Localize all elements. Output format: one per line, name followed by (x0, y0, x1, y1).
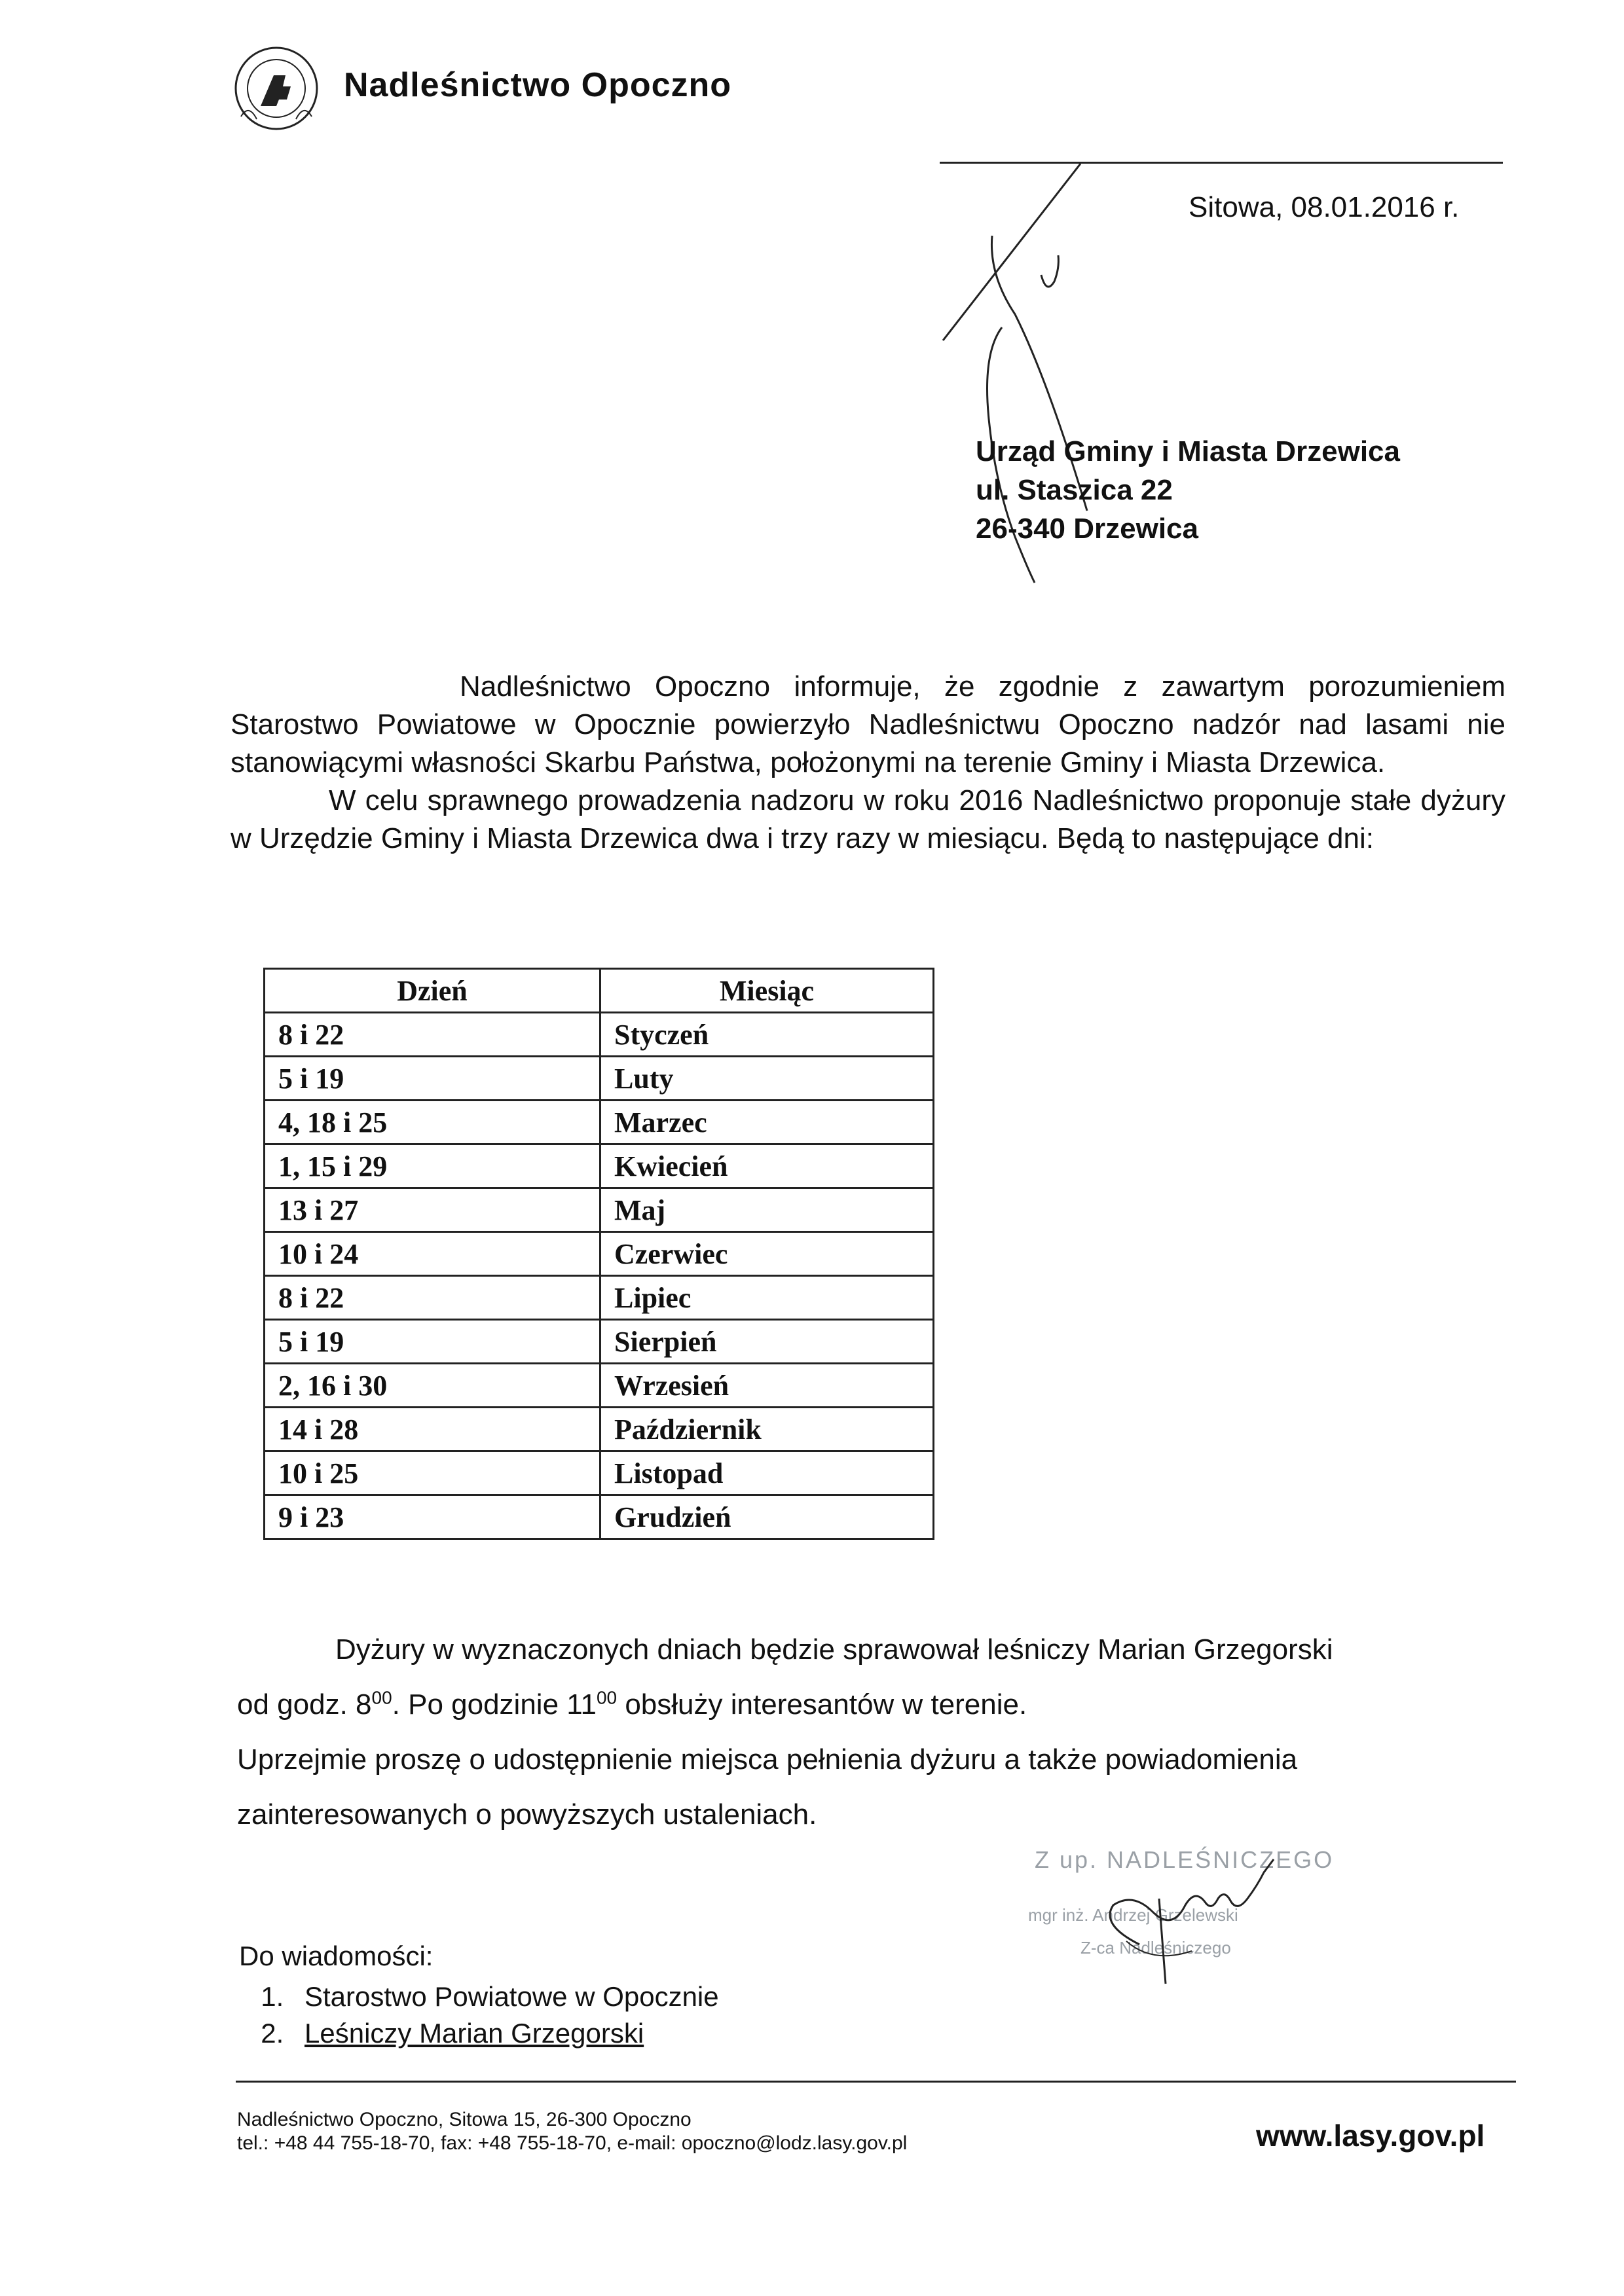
table-row (265, 1495, 934, 1539)
table-row (265, 1408, 934, 1451)
stamp-line-1: Z up. NADLEŚNICZEGO (1035, 1846, 1335, 1873)
body-paragraph-1: Nadleśnictwo Opoczno informuje, że zgodnie z zawartym porozumieniem Starostwo Powiatowe w Opocznie powierzyło Nadleśnictwu Opoczno nadzór nad lasami nie stanowiącymi własności Skarbu Państwa, położonymi na terenie Gminy i Miasta Drzewica. (231, 670, 1505, 778)
recipient-line-2: ul. Staszica 22 (976, 474, 1173, 506)
table-row (265, 1188, 934, 1232)
day-cell: 13 i 27 (265, 1188, 600, 1232)
month-cell: Maj (600, 1188, 934, 1232)
lasy-panstwowe-logo (223, 39, 331, 137)
footer-divider (236, 2081, 1516, 2083)
day-cell: 8 i 22 (265, 1013, 600, 1057)
month-cell: Wrzesień (600, 1364, 934, 1408)
closing-paragraph-3: Uprzejmie proszę o udostępnienie miejsca pełnienia dyżuru a także powiadomienia zainteresowanych o powyższych ustaleniach. (237, 1743, 1298, 1831)
column-header-month: Miesiąc (600, 969, 934, 1013)
cc-title: Do wiadomości: (239, 1941, 434, 1971)
footer-website: www.lasy.gov.pl (1256, 2119, 1485, 2153)
table-row (265, 1451, 934, 1495)
duty-schedule-table (263, 968, 934, 1540)
cc-block (239, 1938, 719, 2052)
day-cell: 5 i 19 (265, 1320, 600, 1364)
body-paragraph-1-block (231, 668, 1505, 858)
stamp-line-3: Z-ca Nadleśniczego (1080, 1938, 1231, 1958)
organization-name: Nadleśnictwo Opoczno (344, 66, 732, 104)
recipient-line-3: 26-340 Drzewica (976, 513, 1198, 545)
month-cell: Sierpień (600, 1320, 934, 1364)
month-cell: Grudzień (600, 1495, 934, 1539)
table-row (265, 1013, 934, 1057)
table-header-row (265, 969, 934, 1013)
official-stamp (1022, 1833, 1388, 2043)
day-cell: 8 i 22 (265, 1276, 600, 1320)
table-row (265, 1101, 934, 1144)
day-cell: 10 i 25 (265, 1451, 600, 1495)
letter-date: Sitowa, 08.01.2016 r. (1189, 191, 1460, 223)
closing-paragraph-2: od godz. $8^{00}$. Po godzinie $11^{00}$ obsłuży interesantów w terenie. (237, 1687, 1027, 1721)
month-cell: Lipiec (600, 1276, 934, 1320)
stamp-line-2: mgr inż. Andrzej Grzelewski (1028, 1905, 1238, 1925)
month-cell: Styczeń (600, 1013, 934, 1057)
day-cell: 4, 18 i 25 (265, 1101, 600, 1144)
table-row (265, 1364, 934, 1408)
recipient-line-1: Urząd Gminy i Miasta Drzewica (976, 435, 1400, 467)
month-cell: Kwiecień (600, 1144, 934, 1188)
cc-list (239, 1978, 719, 2052)
footer-address: Nadleśnictwo Opoczno, Sitowa 15, 26-300 Opoczno (237, 2109, 692, 2130)
day-cell: 2, 16 i 30 (265, 1364, 600, 1408)
day-cell: 10 i 24 (265, 1232, 600, 1276)
day-cell: 14 i 28 (265, 1408, 600, 1451)
signature-icon (1022, 1833, 1388, 2043)
day-cell: 9 i 23 (265, 1495, 600, 1539)
table-row (265, 1057, 934, 1101)
day-cell: 1, 15 i 29 (265, 1144, 600, 1188)
column-header-day: Dzień (265, 969, 600, 1013)
month-cell: Luty (600, 1057, 934, 1101)
table-row (265, 1144, 934, 1188)
month-cell: Czerwiec (600, 1232, 934, 1276)
closing-text (237, 1622, 1514, 1842)
body-paragraph-2: W celu sprawnego prowadzenia nadzoru w roku 2016 Nadleśnictwo proponuje stałe dyżury w Urzędzie Gminy i Miasta Drzewica dwa i trzy razy w miesiącu. Będą to następujące dni: (231, 784, 1505, 854)
cc-item: 1. Starostwo Powiatowe w Opocznie (291, 1978, 719, 2015)
closing-paragraph-1: Dyżury w wyznaczonych dniach będzie sprawował leśniczy Marian Grzegorski (335, 1633, 1333, 1666)
month-cell: Marzec (600, 1101, 934, 1144)
cc-item: 2. Leśniczy Marian Grzegorski (291, 2015, 719, 2052)
table-row (265, 1320, 934, 1364)
day-cell: 5 i 19 (265, 1057, 600, 1101)
footer-phone-email: tel.: +48 44 755-18-70, fax: +48 755-18-70, e-mail: opoczno@lodz.lasy.gov.pl (237, 2132, 908, 2154)
table-row (265, 1276, 934, 1320)
footer-contact (237, 2108, 907, 2155)
table-row (265, 1232, 934, 1276)
month-cell: Październik (600, 1408, 934, 1451)
month-cell: Listopad (600, 1451, 934, 1495)
